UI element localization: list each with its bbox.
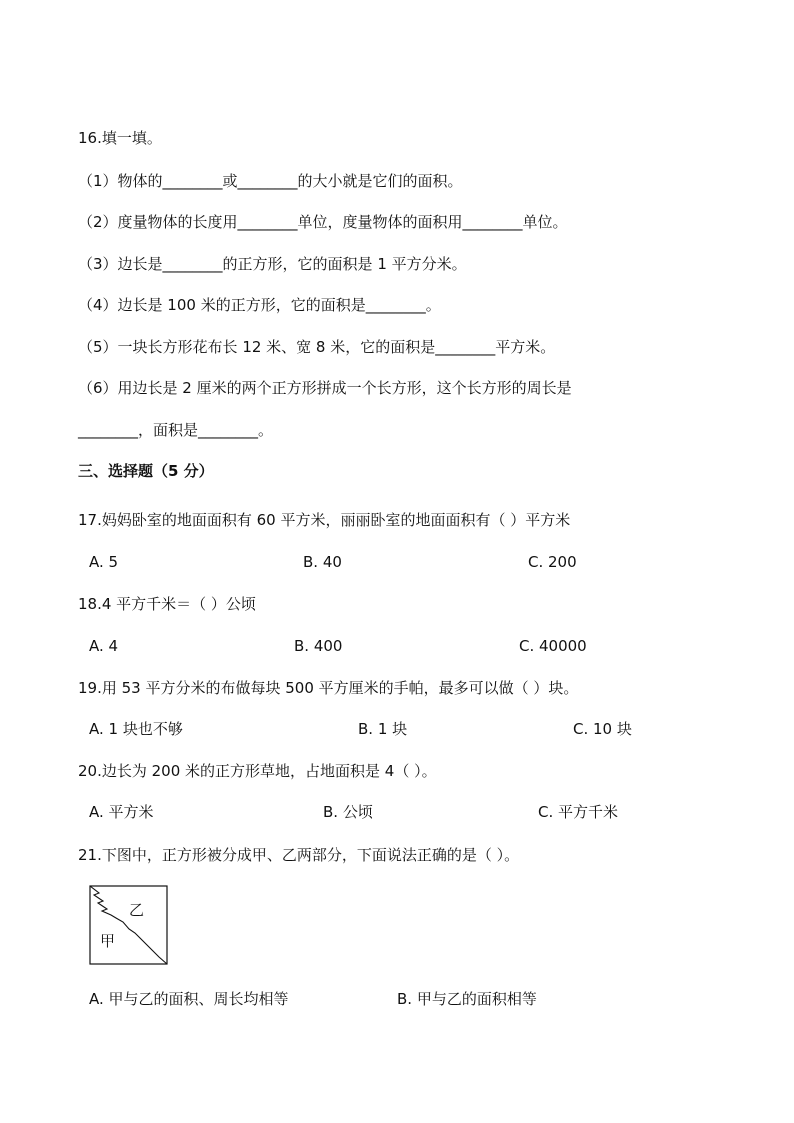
q16-item-4: （4）边长是 100 米的正方形，它的面积是________。 xyxy=(78,296,441,314)
q16-item-3: （3）边长是________的正方形，它的面积是 1 平方分米。 xyxy=(78,255,467,273)
q19-stem: 19.用 53 平方分米的布做每块 500 平方厘米的手帕，最多可以做（ ）块。 xyxy=(78,679,579,697)
q18-option-b: B. 400 xyxy=(294,637,343,655)
q18-option-a: A. 4 xyxy=(89,637,119,655)
figure-label-yi: 乙 xyxy=(129,901,145,919)
zigzag-division-line xyxy=(90,886,167,964)
q19-option-c: C. 10 块 xyxy=(573,720,632,738)
figure-label-jia: 甲 xyxy=(100,932,116,950)
q16-item-6: （6）用边长是 2 厘米的两个正方形拼成一个长方形，这个长方形的周长是 xyxy=(78,379,572,397)
q17-stem: 17.妈妈卧室的地面面积有 60 平方米，丽丽卧室的地面面积有（ ）平方米 xyxy=(78,511,571,529)
q19-option-a: A. 1 块也不够 xyxy=(89,720,183,738)
q20-option-c: C. 平方千米 xyxy=(538,803,619,821)
section-3-title: 三、选择题（5 分） xyxy=(78,462,214,480)
q19-option-b: B. 1 块 xyxy=(358,720,408,738)
q21-stem: 21.下图中，正方形被分成甲、乙两部分，下面说法正确的是（ ）。 xyxy=(78,846,520,864)
q18-stem: 18.4 平方千米＝（ ）公顷 xyxy=(78,595,256,613)
q16-item-2: （2）度量物体的长度用________单位，度量物体的面积用________单位。 xyxy=(78,213,568,231)
q16-item-1: （1）物体的________或________的大小就是它们的面积。 xyxy=(78,172,463,190)
q20-option-a: A. 平方米 xyxy=(89,803,154,821)
q17-option-a: A. 5 xyxy=(89,553,119,571)
q20-stem: 20.边长为 200 米的正方形草地，占地面积是 4（ ）。 xyxy=(78,762,437,780)
q17-option-b: B. 40 xyxy=(303,553,342,571)
q16-title: 16.填一填。 xyxy=(78,129,162,147)
q16-item-6-cont: ________，面积是________。 xyxy=(78,421,274,439)
q17-option-c: C. 200 xyxy=(528,553,577,571)
q21-option-a: A. 甲与乙的面积、周长均相等 xyxy=(89,990,289,1008)
square-outline xyxy=(90,886,167,964)
square-figure-svg xyxy=(89,885,169,967)
q20-option-b: B. 公顷 xyxy=(323,803,373,821)
q18-option-c: C. 40000 xyxy=(519,637,587,655)
square-division-figure xyxy=(89,885,169,967)
q16-item-5: （5）一块长方形花布长 12 米、宽 8 米，它的面积是________平方米。 xyxy=(78,338,556,356)
q21-option-b: B. 甲与乙的面积相等 xyxy=(397,990,537,1008)
